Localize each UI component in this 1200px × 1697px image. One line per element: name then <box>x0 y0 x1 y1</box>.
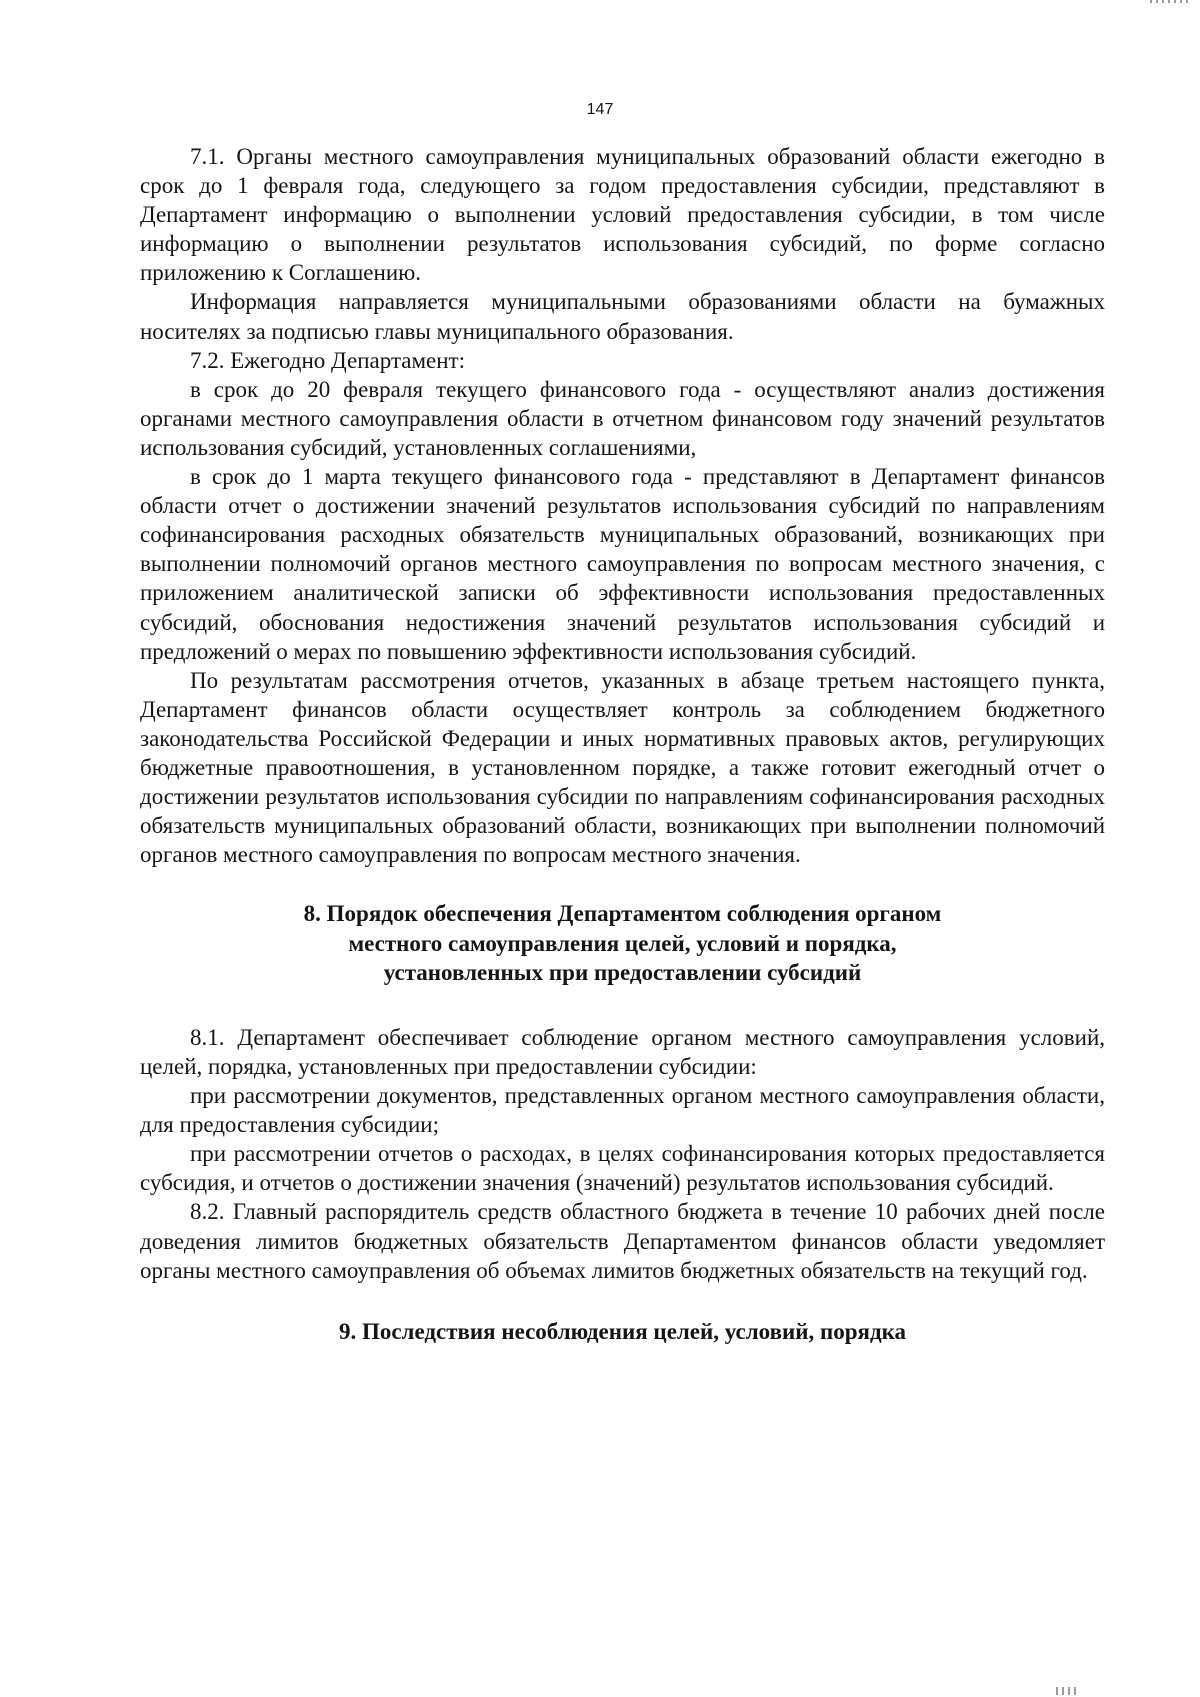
section-8-heading <box>140 899 1105 988</box>
paragraph-1-march: в срок до 1 марта текущего финансового года - представляют в Департамент финансов области отчет о достижении значений результатов использования субсидий по направлениям софинансирования расходных обязательств муниципальных образований, возникающих при выполнении полномочий органов местного самоуправления по вопросам местного значения, с приложением аналитической записки об эффективности использования предоставленных субсидий, обоснования недостижения значений результатов использования субсидий и предложений о мерах по повышению эффективности использования субсидий. <box>140 464 1105 664</box>
section-9-heading: 9. Последствия несоблюдения целей, условий, порядка <box>338 1318 907 1344</box>
section-8-heading-line: 8. Порядок обеспечения Департаментом соблюдения органом <box>303 901 942 927</box>
paragraph-information: Информация направляется муниципальными образованиями области на бумажных носителях за подписью главы муниципального образования. <box>140 289 1105 344</box>
paragraph-20-february: в срок до 20 февраля текущего финансового года - осуществляют анализ достижения органами местного самоуправления области в отчетном финансовом году значений результатов использования субсидий, установленных соглашениями, <box>140 376 1105 460</box>
scan-edge-mark <box>1056 1687 1080 1695</box>
scan-edge-mark <box>1150 0 1190 3</box>
section-8-heading-line: установленных при предоставлении субсидий <box>383 960 862 986</box>
paragraph-7-1: 7.1. Органы местного самоуправления муниципальных образований области ежегодно в срок до 1 февраля года, следующего за годом предоставления субсидии, представляют в Департамент информацию о выполнении условий предоставления субсидии, в том числе информацию о выполнении результатов использования субсидий, по форме согласно приложению к Соглашению. <box>140 144 1105 286</box>
paragraph-8-2: 8.2. Главный распорядитель средств областного бюджета в течение 10 рабочих дней после доведения лимитов бюджетных обязательств Департаментом финансов области уведомляет органы местного самоуправления об объемах лимитов бюджетных обязательств на текущий год. <box>140 1199 1105 1283</box>
paragraph-reports-review: при рассмотрении отчетов о расходах, в целях софинансирования которых предоставляется субсидия, и отчетов о достижении значения (значений) результатов использования субсидий. <box>140 1141 1105 1196</box>
page-number: 147 <box>586 101 614 118</box>
paragraph-documents-review: при рассмотрении документов, представленных органом местного самоуправления области, для предоставления субсидии; <box>140 1083 1105 1138</box>
paragraph-7-2: 7.2. Ежегодно Департамент: <box>190 347 466 373</box>
paragraph-8-1: 8.1. Департамент обеспечивает соблюдение органом местного самоуправления условий, целей, порядка, установленных при предоставлении субсидии: <box>140 1024 1105 1079</box>
document-body <box>140 142 1105 1346</box>
section-8-heading-line: местного самоуправления целей, условий и порядка, <box>348 930 897 956</box>
paragraph-results-review: По результатам рассмотрения отчетов, указанных в абзаце третьем настоящего пункта, Департамент финансов области осуществляет контроль за соблюдением бюджетного законодательства Российской Федерации и иных нормативных правовых актов, регулирующих бюджетные правоотношения, в установленном порядке, а также готовит ежегодный отчет о достижении результатов использования субсидии по направлениям софинансирования расходных обязательств муниципальных образований области, возникающих при выполнении полномочий органов местного самоуправления по вопросам местного значения. <box>140 667 1105 868</box>
